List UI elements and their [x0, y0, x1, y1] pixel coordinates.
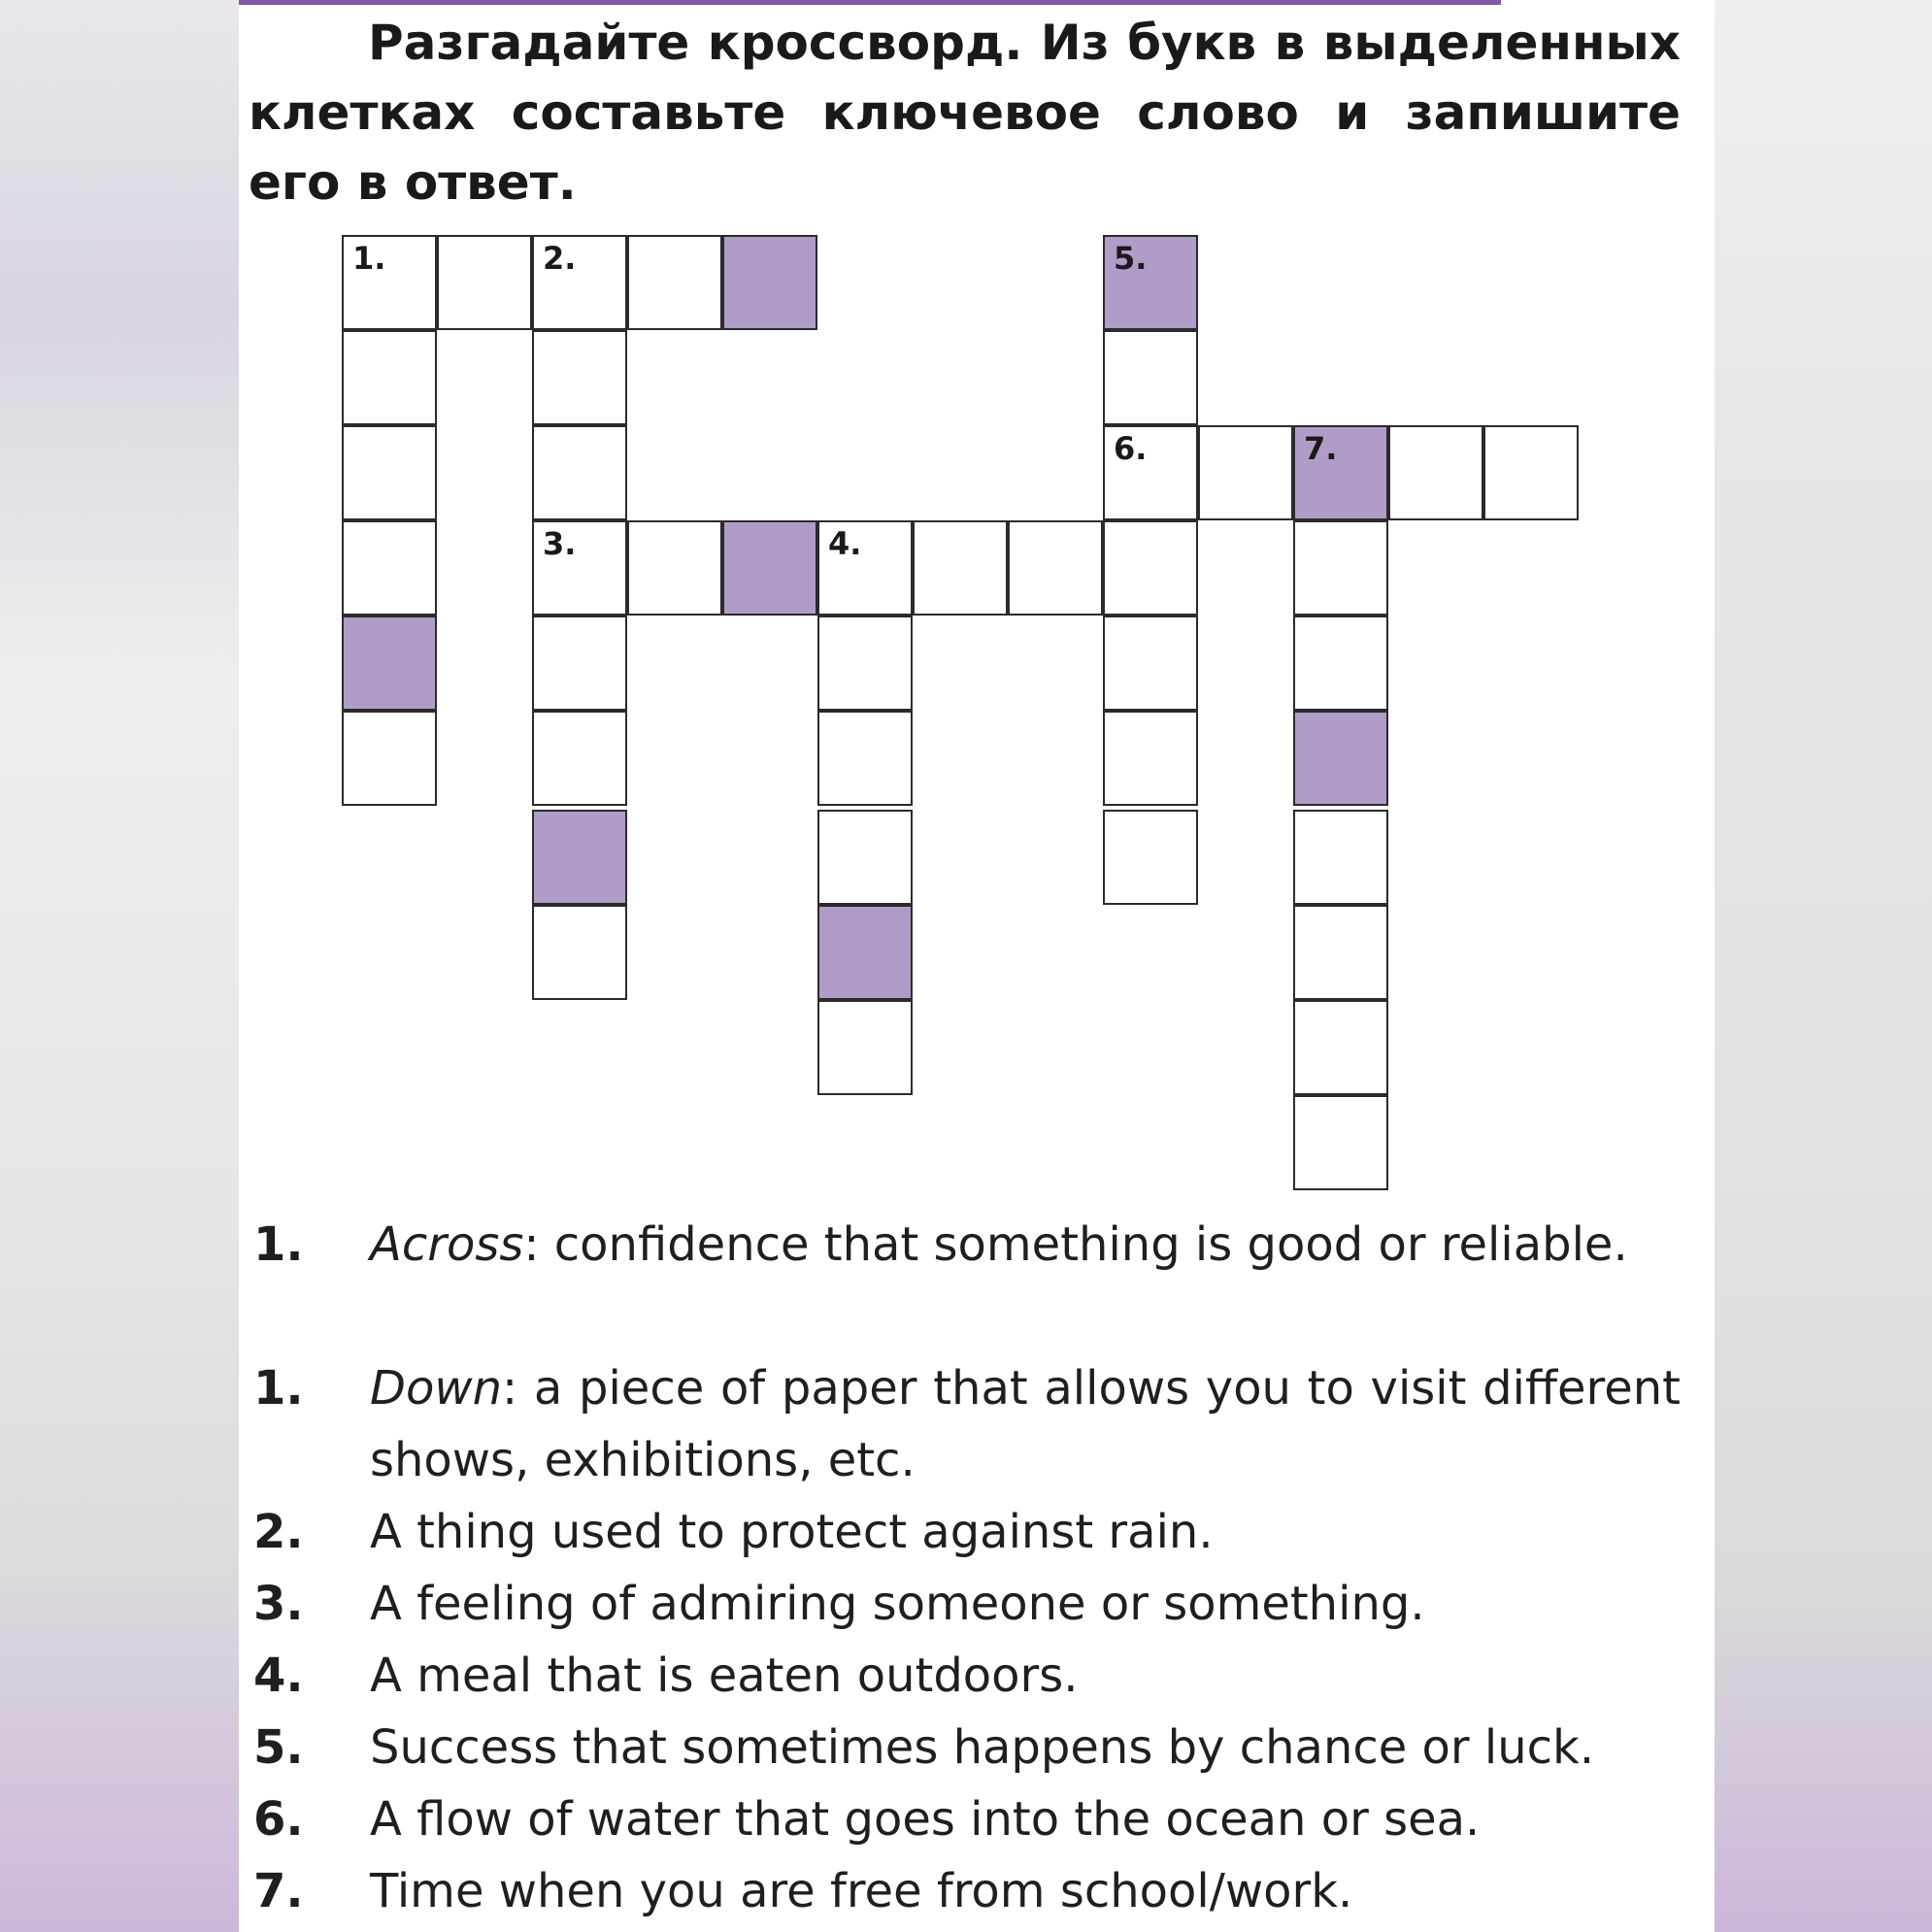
clue-number: 7.: [253, 1864, 304, 1918]
highlighted-letter-cell[interactable]: [722, 520, 817, 616]
highlighted-letter-cell[interactable]: [817, 905, 913, 1000]
clue-text: [370, 1712, 1681, 1783]
clue-text: [370, 1855, 1681, 1927]
letter-cell[interactable]: [532, 425, 627, 520]
clue-number: 6.: [253, 1792, 304, 1847]
letter-cell[interactable]: [817, 520, 913, 616]
letter-cell[interactable]: [817, 1000, 913, 1095]
letter-cell[interactable]: [1293, 616, 1388, 711]
letter-cell[interactable]: [1103, 711, 1198, 806]
letter-cell[interactable]: [342, 520, 437, 616]
letter-cell[interactable]: [817, 711, 913, 806]
clue-number-label: 7.: [1304, 430, 1338, 467]
highlighted-letter-cell[interactable]: [1293, 425, 1388, 520]
clue-item: [253, 1783, 1681, 1855]
letter-cell[interactable]: [1293, 1095, 1388, 1190]
letter-cell[interactable]: [532, 616, 627, 711]
clue-separator: :: [523, 1217, 554, 1272]
clue-body: Success that sometimes happens by chance or luck.: [370, 1720, 1595, 1775]
letter-cell[interactable]: [1103, 425, 1198, 520]
letter-cell[interactable]: [627, 520, 722, 616]
clue-item: [253, 1568, 1681, 1640]
letter-cell[interactable]: [1103, 616, 1198, 711]
letter-cell[interactable]: [342, 235, 437, 330]
clue-body: A flow of water that goes into the ocean or sea.: [370, 1792, 1481, 1847]
clue-number: 3.: [253, 1577, 304, 1631]
letter-cell[interactable]: [532, 711, 627, 806]
clue-number-label: 5.: [1114, 240, 1148, 277]
letter-cell[interactable]: [627, 235, 722, 330]
clue-text: [370, 1640, 1681, 1712]
clue-body: Time when you are free from school/work.: [370, 1864, 1353, 1918]
left-margin: [0, 0, 239, 1932]
letter-cell[interactable]: [817, 616, 913, 711]
clue-body: A thing used to protect against rain.: [370, 1505, 1214, 1559]
clue-number: 1.: [253, 1217, 304, 1272]
clue-number: 1.: [253, 1361, 304, 1416]
clue-body: a piece of paper that allows you to visit different shows, exhibitions, etc.: [370, 1361, 1682, 1487]
top-accent-line: [239, 0, 1501, 5]
clue-item: [253, 1352, 1681, 1496]
letter-cell[interactable]: [532, 520, 627, 616]
letter-cell[interactable]: [1103, 520, 1198, 616]
letter-cell[interactable]: [1293, 520, 1388, 616]
letter-cell[interactable]: [437, 235, 532, 330]
highlighted-letter-cell[interactable]: [1103, 235, 1198, 330]
clue-number: 4.: [253, 1649, 304, 1703]
clue-number-label: 4.: [828, 525, 862, 562]
letter-cell[interactable]: [1293, 905, 1388, 1000]
clue-direction: Across: [370, 1217, 524, 1272]
highlighted-letter-cell[interactable]: [532, 810, 627, 905]
letter-cell[interactable]: [1008, 520, 1103, 616]
worksheet-page: [239, 0, 1715, 1932]
clue-number: 5.: [253, 1720, 304, 1775]
clue-item: [253, 1640, 1681, 1712]
highlighted-letter-cell[interactable]: [722, 235, 817, 330]
clue-text: [370, 1496, 1681, 1568]
letter-cell[interactable]: [1293, 810, 1388, 905]
clue-number-label: 3.: [543, 525, 577, 562]
clue-body: confidence that something is good or reliable.: [553, 1217, 1628, 1272]
letter-cell[interactable]: [342, 425, 437, 520]
clue-item: [253, 1496, 1681, 1568]
clue-text: [370, 1783, 1681, 1855]
clue-separator: :: [502, 1361, 534, 1416]
letter-cell[interactable]: [1388, 425, 1483, 520]
letter-cell[interactable]: [1483, 425, 1579, 520]
clue-text: [370, 1568, 1681, 1640]
letter-cell[interactable]: [817, 810, 913, 905]
clue-body: A feeling of admiring someone or something.: [370, 1577, 1425, 1631]
letter-cell[interactable]: [342, 330, 437, 425]
instruction-text: Разгадайте кроссворд. Из букв в выделенных клетках составьте ключевое слово и запишите его в ответ.: [249, 15, 1681, 211]
letter-cell[interactable]: [532, 905, 627, 1000]
clue-item: [253, 1209, 1681, 1281]
clue-number-label: 1.: [352, 240, 386, 277]
clue-direction: Down: [370, 1361, 503, 1416]
letter-cell[interactable]: [1198, 425, 1293, 520]
letter-cell[interactable]: [1293, 1000, 1388, 1095]
clue-number-label: 2.: [543, 240, 577, 277]
letter-cell[interactable]: [342, 711, 437, 806]
clue-text: [370, 1352, 1681, 1496]
letter-cell[interactable]: [1103, 330, 1198, 425]
clue-text: [370, 1209, 1681, 1281]
clue-item: [253, 1712, 1681, 1783]
letter-cell[interactable]: [532, 235, 627, 330]
clue-body: A meal that is eaten outdoors.: [370, 1649, 1079, 1703]
clue-item: [253, 1855, 1681, 1927]
highlighted-letter-cell[interactable]: [342, 616, 437, 711]
letter-cell[interactable]: [1103, 810, 1198, 905]
letter-cell[interactable]: [532, 330, 627, 425]
clue-number-label: 6.: [1114, 430, 1148, 467]
highlighted-letter-cell[interactable]: [1293, 711, 1388, 806]
right-margin: [1715, 0, 1932, 1932]
letter-cell[interactable]: [913, 520, 1008, 616]
clue-number: 2.: [253, 1505, 304, 1559]
